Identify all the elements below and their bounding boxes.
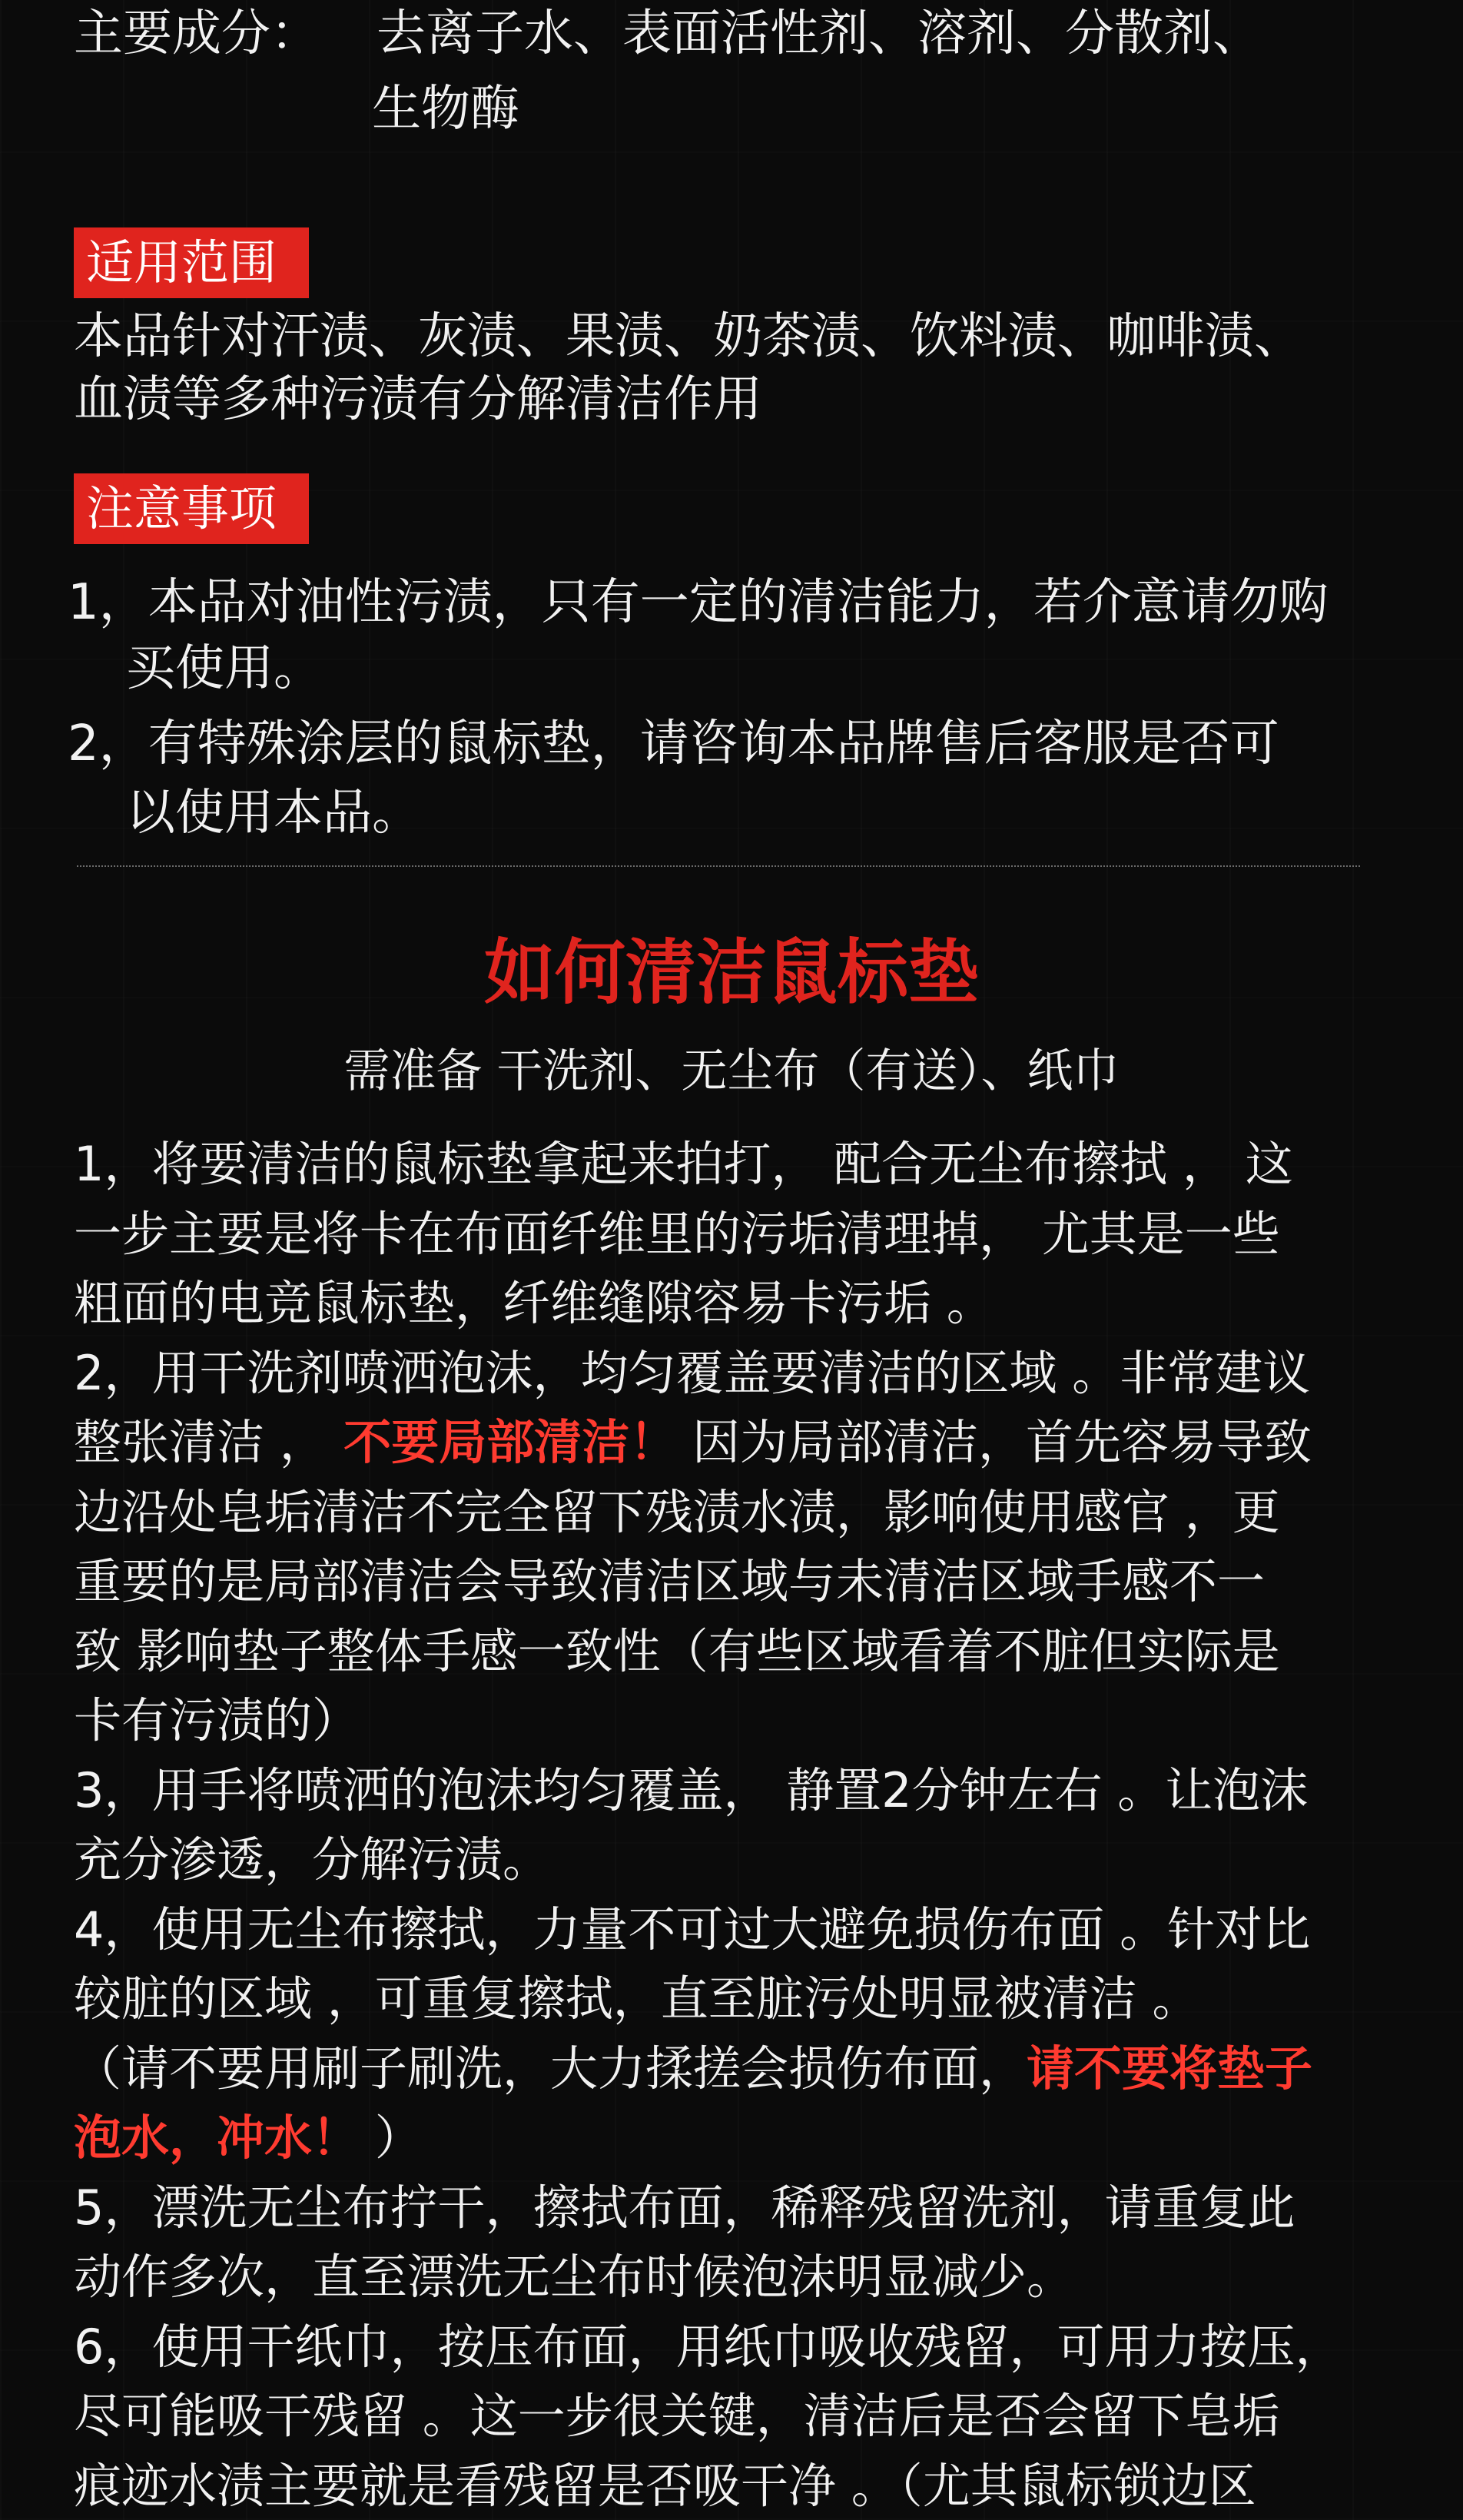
howto-line (74, 1971, 1200, 2027)
howto-line (74, 2040, 1313, 2097)
howto-line (74, 1831, 551, 1888)
howto-line (74, 2179, 1295, 2236)
step-text: 4，使用无尘布擦拭，力量不可过大避免损伤布面 。针对比 (74, 1901, 1311, 1957)
step-text: 边沿处皂垢清洁不完全留下残渍水渍，影响使用感官 ，更 (74, 1483, 1280, 1540)
howto-line (74, 2318, 1343, 2375)
howto-line (74, 2249, 1075, 2305)
howto-line (74, 1275, 994, 1331)
step-text: 因为局部清洁，首先容易导致 (677, 1414, 1312, 1470)
ingredients-label: 主要成分： (74, 5, 320, 62)
howto-line (74, 2110, 423, 2166)
howto-line (74, 1692, 360, 1748)
step-text: 痕迹水渍主要就是看残留是否吸干净 。（尤其鼠标锁边区 (74, 2457, 1256, 2514)
step-text: （请不要用刷子刷洗，大力揉搓会损伤布面， (74, 2040, 1027, 2097)
step-text: 6，使用干纸巾，按压布面，用纸巾吸收残留，可用力按压， (74, 2318, 1343, 2375)
step-text: 2，用干洗剂喷洒泡沫，均匀覆盖要清洁的区域 。非常建议 (74, 1344, 1311, 1401)
notice-item-1-line-1: 1，本品对油性污渍，只有一定的清洁能力，若介意请勿购 (68, 574, 1329, 631)
step-text: 整张清洁 ， (74, 1414, 327, 1470)
howto-line (74, 1761, 1309, 1818)
step-text: 动作多次，直至漂洗无尘布时候泡沫明显减少。 (74, 2249, 1075, 2305)
notice-tag: 注意事项 (74, 473, 309, 544)
howto-title: 如何清洁鼠标垫 (483, 931, 979, 1014)
step-text: 1，将要清洁的鼠标垫拿起来拍打， 配合无尘布擦拭 ， 这 (74, 1136, 1293, 1192)
notice-item-1-line-2: 买使用。 (126, 640, 323, 697)
howto-prep: 需准备 干洗剂、无尘布（有送）、纸巾 (343, 1044, 1120, 1098)
scope-tag: 适用范围 (74, 227, 309, 298)
howto-line (74, 1344, 1311, 1401)
howto-line (74, 1136, 1293, 1192)
step-text: 粗面的电竞鼠标垫，纤维缝隙容易卡污垢 。 (74, 1275, 994, 1331)
section-divider (77, 865, 1360, 867)
howto-line (74, 1622, 1280, 1679)
ingredients-line-2: 生物酶 (372, 81, 519, 138)
notice-item-2-line-1: 2，有特殊涂层的鼠标垫，请咨询本品牌售后客服是否可 (68, 715, 1279, 772)
howto-line (74, 1483, 1280, 1540)
step-text: 重要的是局部清洁会导致清洁区域与未清洁区域手感不一 (74, 1553, 1266, 1609)
warning-text: 不要局部清洁！ (327, 1414, 678, 1470)
howto-line (74, 1901, 1311, 1957)
howto-line (74, 2388, 1280, 2444)
scope-line-2: 血渍等多种污渍有分解清洁作用 (74, 371, 762, 428)
warning-text: 请不要将垫子 (1027, 2040, 1313, 2097)
ingredients-line-1: 去离子水、表面活性剂、溶剂、分散剂、 (377, 5, 1262, 62)
step-text: 致 影响垫子整体手感一致性（有些区域看着不脏但实际是 (74, 1622, 1280, 1679)
warning-text: 泡水，冲水！ (74, 2110, 360, 2166)
step-text: 3，用手将喷洒的泡沫均匀覆盖， 静置2分钟左右 。让泡沫 (74, 1761, 1309, 1818)
howto-line (74, 1553, 1266, 1609)
howto-line (74, 1205, 1280, 1262)
step-text: 5，漂洗无尘布拧干，擦拭布面，稀释残留洗剂，请重复此 (74, 2179, 1295, 2236)
step-text: 充分渗透，分解污渍。 (74, 1831, 551, 1888)
step-text: 卡有污渍的） (74, 1692, 360, 1748)
step-text: 一步主要是将卡在布面纤维里的污垢清理掉， 尤其是一些 (74, 1205, 1280, 1262)
scope-line-1: 本品针对汗渍、灰渍、果渍、奶茶渍、饮料渍、咖啡渍、 (74, 308, 1303, 365)
step-text: 较脏的区域 ，可重复擦拭，直至脏污处明显被清洁 。 (74, 1971, 1200, 2027)
howto-line (74, 2457, 1256, 2514)
howto-line (74, 1414, 1312, 1470)
notice-item-2-line-2: 以使用本品。 (126, 785, 421, 842)
step-text: ） (360, 2110, 423, 2166)
step-text: 尽可能吸干残留 。这一步很关键，清洁后是否会留下皂垢 (74, 2388, 1280, 2444)
